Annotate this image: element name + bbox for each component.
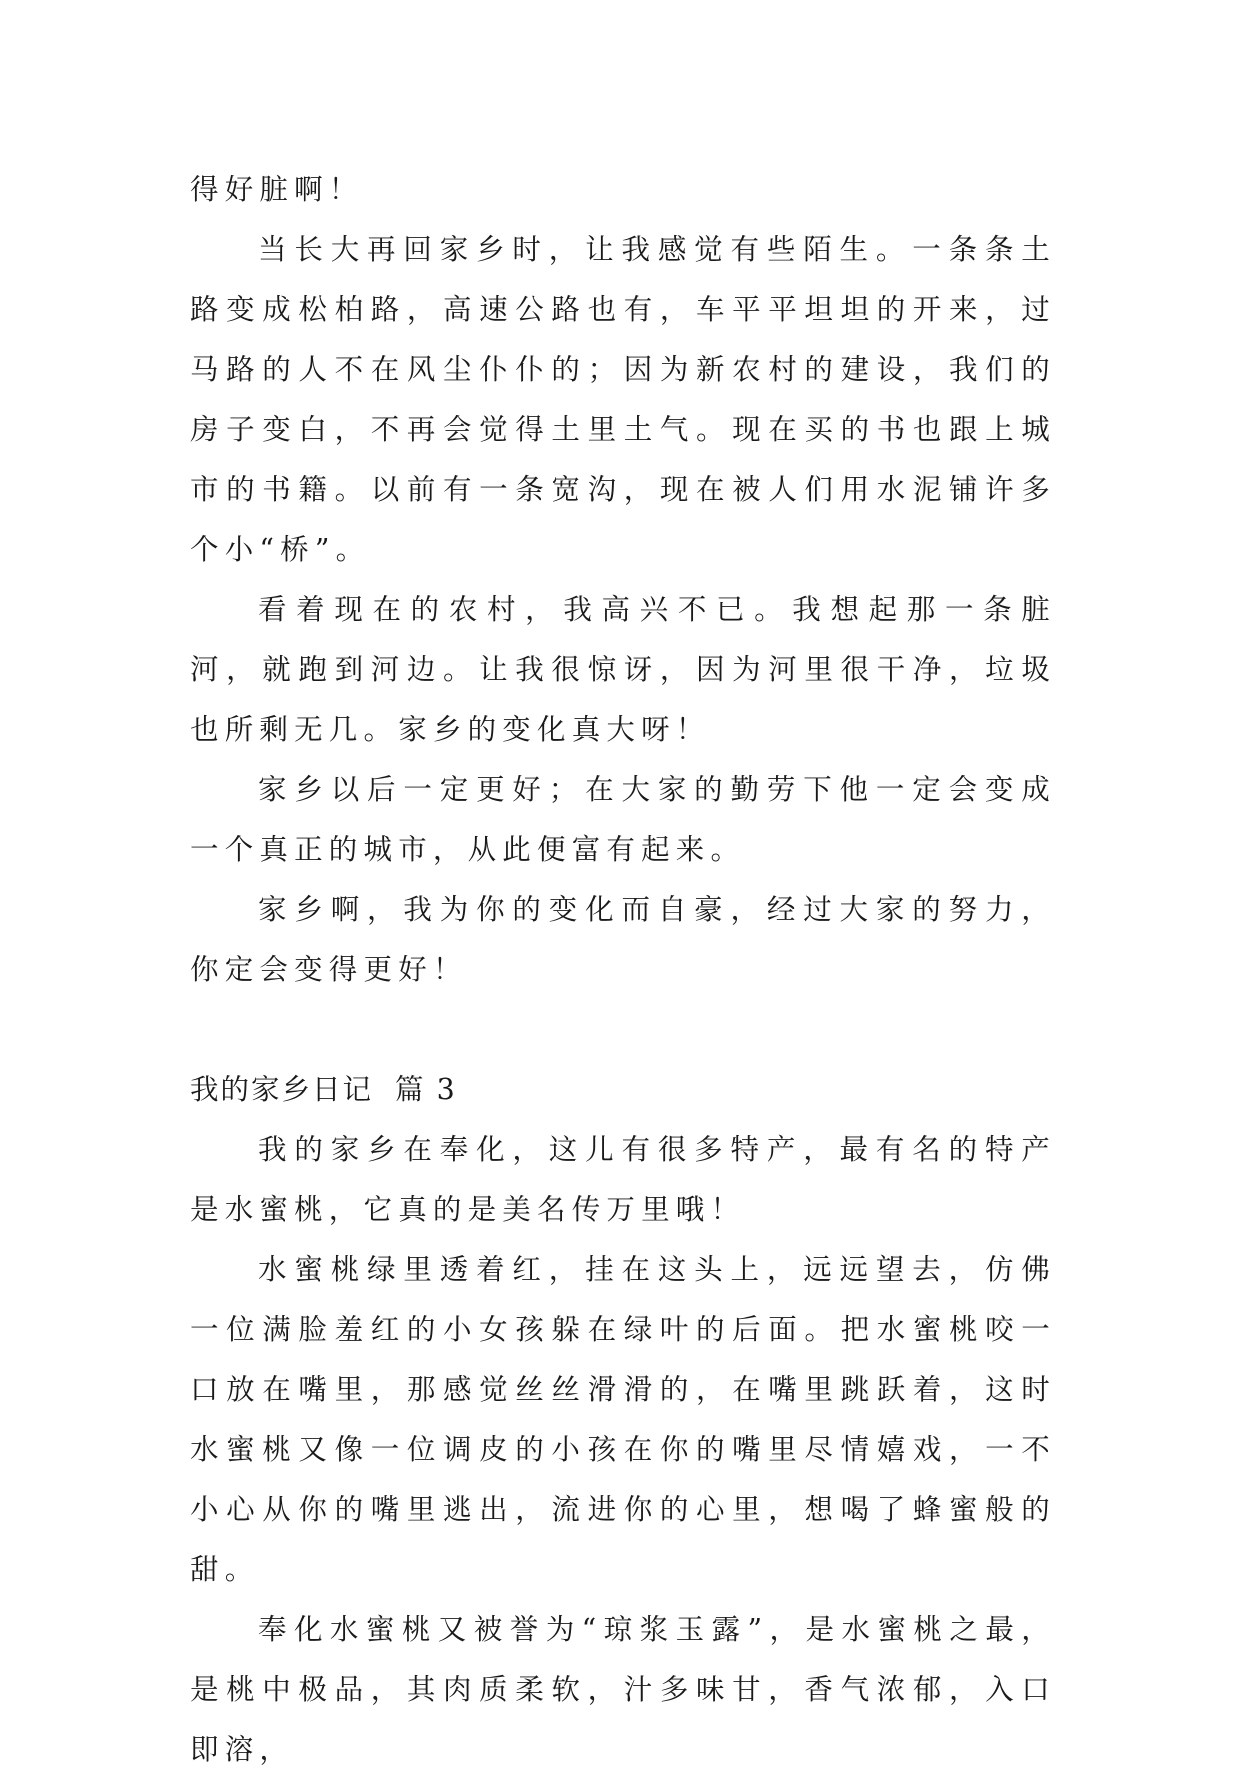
paragraph: 奉化水蜜桃又被誉为“琼浆玉露”，是水蜜桃之最，是桃中极品，其肉质柔软，汁多味甘，香气浓郁，入口即溶， [190,1613,1056,1766]
paragraph: 家乡以后一定更好；在大家的勤劳下他一定会变成一个真正的城市，从此便富有起来。 [190,773,1056,866]
paragraph: 得好脏啊！ [190,173,364,206]
paragraph: 看着现在的农村，我高兴不已。我想起那一条脏河，就跑到河边。让我很惊讶，因为河里很干净，垃圾也所剩无几。家乡的变化真大呀！ [190,593,1056,746]
section-number: 篇 3 [395,1073,457,1106]
section-title: 我的家乡日记 [190,1073,374,1106]
section-heading [190,1060,1056,1120]
paragraph: 当长大再回家乡时，让我感觉有些陌生。一条条土路变成松柏路，高速公路也有，车平平坦坦的开来，过马路的人不在风尘仆仆的；因为新农村的建设，我们的房子变白，不再会觉得土里土气。现在买的书也跟上城市的书籍。以前有一条宽沟，现在被人们用水泥铺许多个小“桥”。 [190,233,1056,566]
paragraph: 我的家乡在奉化，这儿有很多特产，最有名的特产是水蜜桃，它真的是美名传万里哦！ [190,1133,1056,1226]
paragraph: 家乡啊，我为你的变化而自豪，经过大家的努力，你定会变得更好！ [190,893,1056,986]
paragraph: 水蜜桃绿里透着红，挂在这头上，远远望去，仿佛一位满脸羞红的小女孩躲在绿叶的后面。把水蜜桃咬一口放在嘴里，那感觉丝丝滑滑的，在嘴里跳跃着，这时水蜜桃又像一位调皮的小孩在你的嘴里尽情嬉戏，一不小心从你的嘴里逃出，流进你的心里，想喝了蜂蜜般的甜。 [190,1253,1056,1586]
document-body [190,160,1056,1780]
